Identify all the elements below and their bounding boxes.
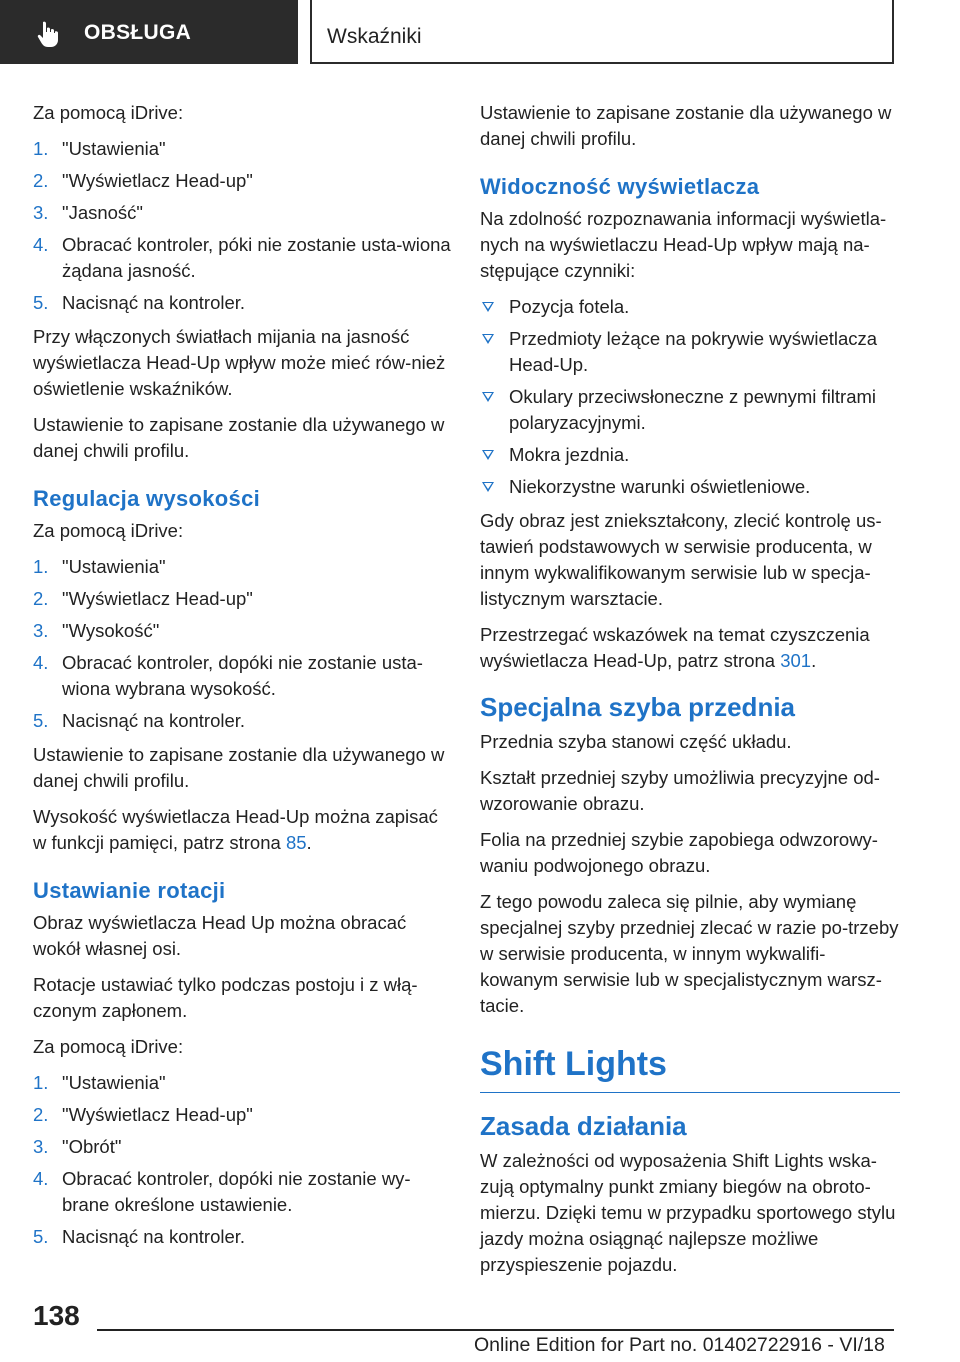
page-link[interactable]: 301 xyxy=(780,650,812,671)
left-column xyxy=(33,100,453,1258)
triangle-bullet-icon xyxy=(482,334,494,344)
page-number: 138 xyxy=(33,1300,80,1331)
paragraph: Na zdolność rozpoznawania informacji wyświetla-nych na wyświetlaczu Head-Up wpływ mają na-stępujące czynniki: xyxy=(480,208,887,281)
list-item: 2. "Wyświetlacz Head-up" xyxy=(33,170,253,191)
list-item: 3. "Jasność" xyxy=(33,202,144,223)
paragraph: Gdy obraz jest zniekształcony, zlecić kontrolę us-tawień podstawowych w serwisie producenta, w innym wykwalifikowanym serwisie lub w specja-listycznym warsztacie. xyxy=(480,510,882,609)
paragraph: Kształt przedniej szyby umożliwia precyzyjne od-wzorowanie obrazu. xyxy=(480,767,880,814)
list-item: Mokra jezdnia. xyxy=(480,442,900,468)
edition-note: Online Edition for Part no. 01402722916 - VI/18 xyxy=(474,1334,885,1356)
paragraph: Obraz wyświetlacza Head Up można obracać wokół własnej osi. xyxy=(33,912,407,959)
paragraph: Za pomocą iDrive: xyxy=(33,520,184,541)
heading-rotation: Ustawianie rotacji xyxy=(33,878,226,903)
list-item: 5. Nacisnąć na kontroler. xyxy=(33,1226,246,1247)
numbered-list xyxy=(33,136,453,316)
heading-height: Regulacja wysokości xyxy=(33,486,261,511)
list-item: Pozycja fotela. xyxy=(480,294,900,320)
list-item: 2. "Wyświetlacz Head-up" xyxy=(33,1104,253,1125)
list-item: 4. Obracać kontroler, póki nie zostanie usta-wiona żądana jasność. xyxy=(33,234,451,281)
subsection-label: Wskaźniki xyxy=(327,25,422,48)
heading-shift-lights: Shift Lights xyxy=(480,1045,900,1093)
paragraph: Folia na przedniej szybie zapobiega odwzorowy-waniu podwojonego obrazu. xyxy=(480,829,878,876)
triangle-bullet-icon xyxy=(482,392,494,402)
paragraph: Rotacje ustawiać tylko podczas postoju i z włą-czonym zapłonem. xyxy=(33,974,418,1021)
list-item: 5. Nacisnąć na kontroler. xyxy=(33,710,246,731)
paragraph: Z tego powodu zaleca się pilnie, aby wymianę specjalnej szyby przedniej zlecać w razie po-trzeby w serwisie producenta, w innym wykwalifi-kowanym serwisie lub w specjalistycznym warsz-tacie. xyxy=(480,891,899,1016)
right-column xyxy=(480,100,900,1288)
heading-visibility: Widoczność wyświetlacza xyxy=(480,174,760,199)
list-item: 5. Nacisnąć na kontroler. xyxy=(33,292,246,313)
list-item: Przedmioty leżące na pokrywie wyświetlacza Head-Up. xyxy=(480,326,900,378)
paragraph: Przestrzegać wskazówek na temat czyszczenia wyświetlacza Head-Up, patrz strona 301. xyxy=(480,624,870,671)
section-label: OBSŁUGA xyxy=(84,21,192,44)
list-item: 1. "Ustawienia" xyxy=(33,1072,166,1093)
paragraph: W zależności od wyposażenia Shift Lights wska-zują optymalny punkt zmiany biegów na obroto-mierzu. Dzięki temu w przypadku sportowego stylu jazdy można osiągnąć najlepsze możliwe przyspieszenie pojazdu. xyxy=(480,1150,896,1275)
paragraph: Przy włączonych światłach mijania na jasność wyświetlacza Head-Up wpływ może mieć rów-nież oświetlenie wskaźników. xyxy=(33,326,446,399)
list-item: 4. Obracać kontroler, dopóki nie zostanie wy-brane określone ustawienie. xyxy=(33,1168,411,1215)
list-item: Okulary przeciwsłoneczne z pewnymi filtrami polaryzacyjnymi. xyxy=(480,384,900,436)
section-tab xyxy=(0,0,298,64)
list-item: 3. "Obrót" xyxy=(33,1136,122,1157)
triangle-bullet-icon xyxy=(482,302,494,312)
list-item: 4. Obracać kontroler, dopóki nie zostanie usta-wiona wybrana wysokość. xyxy=(33,652,423,699)
list-item: 2. "Wyświetlacz Head-up" xyxy=(33,588,253,609)
triangle-bullet-icon xyxy=(482,450,494,460)
hand-pointer-icon xyxy=(36,20,62,48)
paragraph: Przednia szyba stanowi część układu. xyxy=(480,731,792,752)
numbered-list xyxy=(33,1070,453,1250)
paragraph: Ustawienie to zapisane zostanie dla używanego w danej chwili profilu. xyxy=(480,102,892,149)
paragraph: Ustawienie to zapisane zostanie dla używanego w danej chwili profilu. xyxy=(33,744,445,791)
subsection-tab xyxy=(310,0,894,64)
triangle-bullet-icon xyxy=(482,482,494,492)
bullet-list xyxy=(480,294,900,500)
paragraph: Wysokość wyświetlacza Head-Up można zapisać w funkcji pamięci, patrz strona 85. xyxy=(33,806,438,853)
numbered-list xyxy=(33,554,453,734)
heading-principle: Zasada działania xyxy=(480,1111,687,1141)
list-item: Niekorzystne warunki oświetleniowe. xyxy=(480,474,900,500)
footer-divider xyxy=(97,1329,894,1331)
paragraph: Za pomocą iDrive: xyxy=(33,1036,184,1057)
paragraph: Za pomocą iDrive: xyxy=(33,102,184,123)
page-link[interactable]: 85 xyxy=(285,832,307,853)
list-item: 1. "Ustawienia" xyxy=(33,556,166,577)
list-item: 1. "Ustawienia" xyxy=(33,138,166,159)
heading-windshield: Specjalna szyba przednia xyxy=(480,692,796,722)
list-item: 3. "Wysokość" xyxy=(33,620,160,641)
paragraph: Ustawienie to zapisane zostanie dla używanego w danej chwili profilu. xyxy=(33,414,445,461)
